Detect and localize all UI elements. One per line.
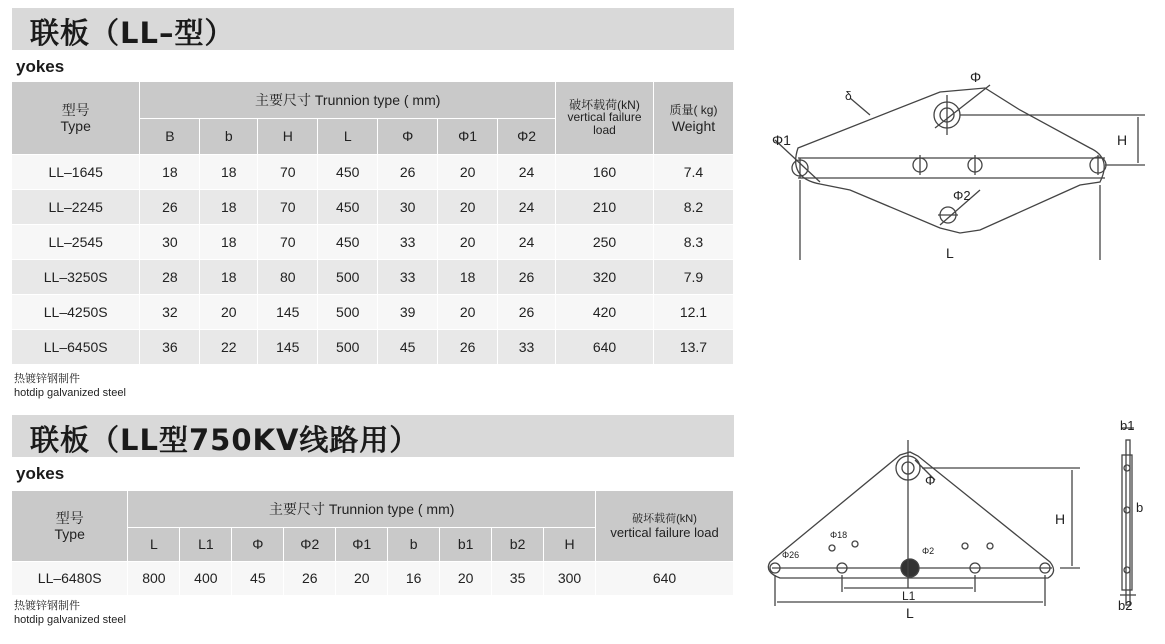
- bottom-hole-phi2: [901, 559, 919, 577]
- value-cell: 145: [258, 329, 318, 364]
- value-cell: 8.3: [653, 224, 733, 259]
- value-cell: 30: [140, 224, 200, 259]
- value-cell: 12.1: [653, 294, 733, 329]
- value-cell: 80: [258, 259, 318, 294]
- value-cell: 160: [556, 154, 654, 189]
- section1-spec-table: [12, 82, 734, 365]
- yoke-plate-outline: [796, 88, 1105, 233]
- value-cell: 26: [498, 259, 556, 294]
- value-cell: 24: [498, 189, 556, 224]
- value-cell: 28: [140, 259, 200, 294]
- column-header-4: Φ: [378, 118, 438, 154]
- column-header-5: Φ1: [438, 118, 498, 154]
- section2-title: 联板（LL型750KV线路用）: [30, 423, 420, 457]
- section1-title: 联板（LL–型）: [30, 16, 235, 50]
- load-header: 破坏载荷(kN) vertical failure load: [556, 82, 654, 154]
- type-cell: LL–4250S: [12, 294, 140, 329]
- yoke-diagram-2: [760, 420, 1160, 620]
- value-cell: 640: [596, 561, 734, 595]
- value-cell: 26: [498, 294, 556, 329]
- diagram1-label-phi2: Φ2: [953, 188, 971, 203]
- value-cell: 70: [258, 224, 318, 259]
- value-cell: 450: [318, 154, 378, 189]
- value-cell: 70: [258, 154, 318, 189]
- value-cell: 400: [180, 561, 232, 595]
- value-cell: 18: [438, 259, 498, 294]
- section2-table-body: [12, 561, 734, 595]
- type-cell: LL–1645: [12, 154, 140, 189]
- table-row: [12, 294, 734, 329]
- load-header-2: 破坏载荷(kN) vertical failure load: [596, 491, 734, 561]
- value-cell: 36: [140, 329, 200, 364]
- value-cell: 26: [378, 154, 438, 189]
- value-cell: 450: [318, 224, 378, 259]
- column-header-6: Φ2: [498, 118, 556, 154]
- value-cell: 20: [438, 189, 498, 224]
- value-cell: 45: [232, 561, 284, 595]
- value-cell: 500: [318, 259, 378, 294]
- type-cell: LL–6480S: [12, 561, 128, 595]
- dims-header-2: 主要尺寸 Trunnion type ( mm): [128, 491, 596, 527]
- section2-spec-table: [12, 491, 734, 596]
- value-cell: 26: [438, 329, 498, 364]
- section2-subtitle: yokes: [16, 464, 65, 483]
- value-cell: 800: [128, 561, 180, 595]
- column-header-2: H: [258, 118, 318, 154]
- diagram2-label-phi2: Φ2: [922, 546, 935, 556]
- value-cell: 24: [498, 154, 556, 189]
- section1-subtitle: yokes: [16, 57, 65, 76]
- section2-title-band: [12, 415, 734, 457]
- diagram1-label-H: H: [1117, 132, 1128, 148]
- value-cell: 32: [140, 294, 200, 329]
- table-row: [12, 329, 734, 364]
- value-cell: 13.7: [653, 329, 733, 364]
- value-cell: 20: [200, 294, 258, 329]
- column-header-7: b2: [492, 527, 544, 561]
- value-cell: 250: [556, 224, 654, 259]
- type-cell: LL–3250S: [12, 259, 140, 294]
- value-cell: 22: [200, 329, 258, 364]
- value-cell: 20: [336, 561, 388, 595]
- diagram2-label-L1: L1: [902, 589, 916, 603]
- section2-note: 热镀锌钢制件 hotdip galvanized steel: [14, 600, 126, 626]
- diagram1-label-L: L: [946, 245, 954, 260]
- diagram2-label-b2: b2: [1118, 598, 1133, 613]
- diagram1-label-phi1: Φ1: [772, 132, 791, 148]
- type-header-2: 型号 Type: [12, 491, 128, 561]
- table-row: [12, 224, 734, 259]
- value-cell: 7.4: [653, 154, 733, 189]
- value-cell: 640: [556, 329, 654, 364]
- column-header-1: b: [200, 118, 258, 154]
- column-header-0: B: [140, 118, 200, 154]
- type-header: 型号 Type: [12, 82, 140, 154]
- value-cell: 320: [556, 259, 654, 294]
- value-cell: 500: [318, 294, 378, 329]
- value-cell: 420: [556, 294, 654, 329]
- diagram1-label-delta: δ: [845, 89, 852, 103]
- column-header-2: Φ: [232, 527, 284, 561]
- section1-title-band: [12, 8, 734, 50]
- column-header-3: L: [318, 118, 378, 154]
- value-cell: 210: [556, 189, 654, 224]
- diagram1-label-phi: Φ: [970, 70, 982, 85]
- value-cell: 30: [378, 189, 438, 224]
- diagram2-label-phi26: Φ26: [782, 550, 800, 560]
- type-cell: LL–2545: [12, 224, 140, 259]
- diagram2-label-phi18: Φ18: [830, 530, 848, 540]
- value-cell: 33: [498, 329, 556, 364]
- value-cell: 20: [440, 561, 492, 595]
- value-cell: 20: [438, 224, 498, 259]
- value-cell: 20: [438, 154, 498, 189]
- diagram2-label-phi: Φ: [925, 473, 936, 488]
- value-cell: 26: [140, 189, 200, 224]
- column-header-5: b: [388, 527, 440, 561]
- value-cell: 145: [258, 294, 318, 329]
- value-cell: 18: [200, 189, 258, 224]
- column-header-6: b1: [440, 527, 492, 561]
- column-header-4: Φ1: [336, 527, 388, 561]
- table-row: [12, 259, 734, 294]
- column-header-0: L: [128, 527, 180, 561]
- type-cell: LL–6450S: [12, 329, 140, 364]
- diagram2-label-H: H: [1055, 511, 1066, 527]
- value-cell: 26: [284, 561, 336, 595]
- value-cell: 16: [388, 561, 440, 595]
- table-row: [12, 561, 734, 595]
- column-header-1: L1: [180, 527, 232, 561]
- diagram2-label-b: b: [1136, 500, 1144, 515]
- weight-header: 质量( kg) Weight: [653, 82, 733, 154]
- column-header-3: Φ2: [284, 527, 336, 561]
- value-cell: 300: [544, 561, 596, 595]
- value-cell: 20: [438, 294, 498, 329]
- value-cell: 500: [318, 329, 378, 364]
- value-cell: 450: [318, 189, 378, 224]
- value-cell: 18: [200, 224, 258, 259]
- value-cell: 45: [378, 329, 438, 364]
- table-row: [12, 154, 734, 189]
- type-cell: LL–2245: [12, 189, 140, 224]
- value-cell: 70: [258, 189, 318, 224]
- column-header-8: H: [544, 527, 596, 561]
- value-cell: 18: [140, 154, 200, 189]
- table-row: [12, 189, 734, 224]
- diagram2-label-L: L: [906, 605, 914, 620]
- value-cell: 8.2: [653, 189, 733, 224]
- value-cell: 24: [498, 224, 556, 259]
- value-cell: 33: [378, 259, 438, 294]
- section1-note: 热镀锌钢制件 hotdip galvanized steel: [14, 373, 126, 399]
- value-cell: 18: [200, 154, 258, 189]
- value-cell: 33: [378, 224, 438, 259]
- section1-table-body: [12, 154, 734, 364]
- value-cell: 39: [378, 294, 438, 329]
- value-cell: 35: [492, 561, 544, 595]
- yoke-diagram-1: [760, 70, 1160, 260]
- dims-header: 主要尺寸 Trunnion type ( mm): [140, 82, 556, 118]
- value-cell: 7.9: [653, 259, 733, 294]
- diagram2-label-b1: b1: [1120, 420, 1135, 433]
- value-cell: 18: [200, 259, 258, 294]
